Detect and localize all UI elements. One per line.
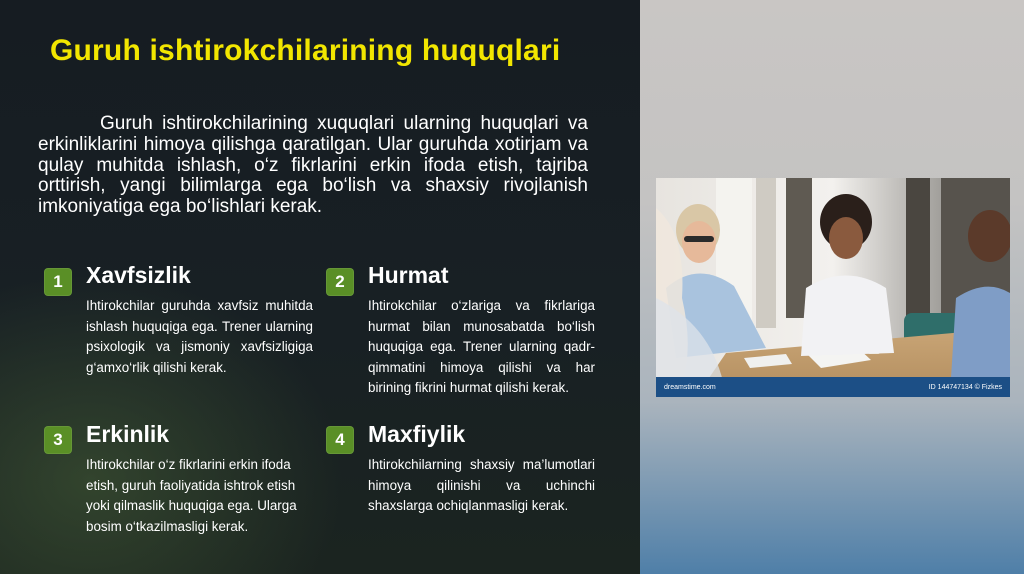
- number-badge-4: 4: [326, 426, 354, 454]
- number-badge-1: 1: [44, 268, 72, 296]
- item-heading-3: Erkinlik: [86, 421, 170, 447]
- number-badge-2: 2: [326, 268, 354, 296]
- item-heading-4: Maxfiylik: [368, 421, 466, 447]
- meeting-photo-illustration: [656, 178, 1010, 397]
- watermark-site-label: dreamstime.com: [664, 383, 716, 391]
- item-text-2: Ihtirokchilar o‘zlariga va fikrlariga hurmat bilan munosabatda bo‘lish huquqiga ega. Trener ularning qadr-qimmatini himoya qilishi va har birining fikrini hurmat qilishi kerak.: [368, 298, 595, 395]
- intro-paragraph: Guruh ishtirokchilarining xuquqlari ularning huquqlari va erkinliklarini himoya qilishga qaratilgan. Ular guruhda xotirjam va qulay muhitda ishlash, o‘z fikrlarini erkin ifoda etish, tajriba orttirish, yangi bilimlarga ega bo‘lish va shaxsiy rivojlanish imkoniyatiga ega bo‘lishlari kerak.: [38, 113, 588, 218]
- item-heading-1: Xavfsizlik: [86, 262, 191, 288]
- slide-title: Guruh ishtirokchilarining huquqlari: [50, 34, 561, 67]
- item-heading-2: Hurmat: [368, 262, 449, 288]
- item-text-4: Ihtirokchilarning shaxsiy ma’lumotlari himoya qilinishi va uchinchi shaxslarga ochiqlanmasligi kerak.: [368, 457, 595, 513]
- photo-watermark: [656, 377, 1010, 397]
- item-text-3: Ihtirokchilar o‘z fikrlarini erkin ifoda etish, guruh faoliyatida ishtrok etish yoki qilmaslik huquqiga ega. Ularga bosim o‘tkazilmasligi kerak.: [86, 457, 297, 534]
- watermark-id-label: ID 144747134 © Fizkes: [928, 383, 1002, 391]
- meeting-photo: [656, 178, 1010, 397]
- item-text-1: Ihtirokchilar guruhda xavfsiz muhitda ishlash huquqiga ega. Trener ularning psixologik va jismoniy xavfsizligiga g‘amxo‘rlik qilishi kerak.: [86, 298, 313, 375]
- number-badge-3: 3: [44, 426, 72, 454]
